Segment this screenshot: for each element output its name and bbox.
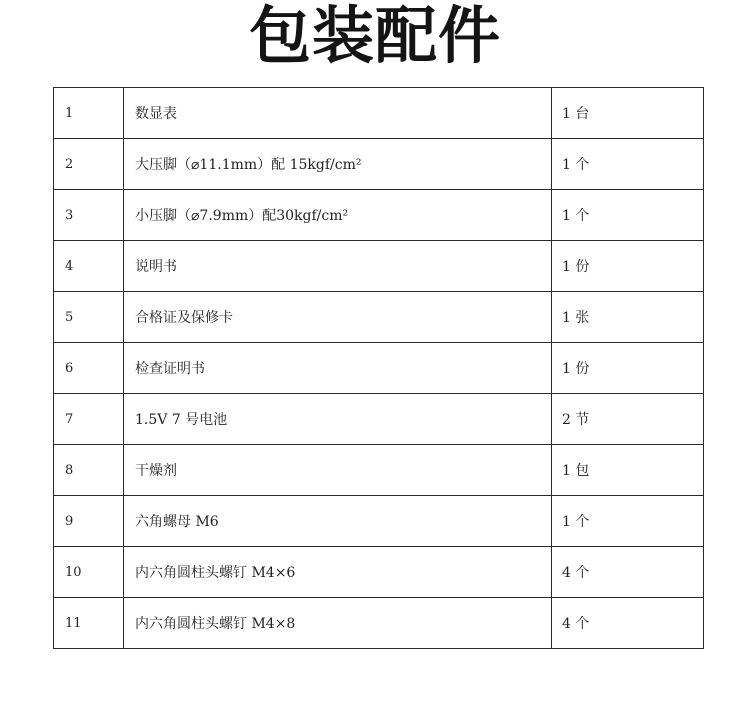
item-name: 数显表 xyxy=(124,88,552,139)
item-quantity: 1 个 xyxy=(552,139,704,190)
table-row xyxy=(54,394,704,445)
item-number: 11 xyxy=(54,598,124,649)
item-name: 合格证及保修卡 xyxy=(124,292,552,343)
item-number: 4 xyxy=(54,241,124,292)
item-quantity: 4 个 xyxy=(552,598,704,649)
page-title: 包装配件 xyxy=(248,0,501,72)
item-number: 7 xyxy=(54,394,124,445)
accessories-table-body xyxy=(54,88,704,649)
accessories-table xyxy=(53,87,704,649)
item-name: 大压脚（⌀11.1mm）配 15kgf/cm² xyxy=(124,139,552,190)
item-number: 3 xyxy=(54,190,124,241)
item-quantity: 1 个 xyxy=(552,190,704,241)
item-quantity: 2 节 xyxy=(552,394,704,445)
item-number: 6 xyxy=(54,343,124,394)
item-number: 8 xyxy=(54,445,124,496)
item-quantity: 1 台 xyxy=(552,88,704,139)
item-quantity: 1 包 xyxy=(552,445,704,496)
item-quantity: 1 个 xyxy=(552,496,704,547)
table-row xyxy=(54,292,704,343)
item-number: 2 xyxy=(54,139,124,190)
table-row xyxy=(54,547,704,598)
item-quantity: 1 份 xyxy=(552,343,704,394)
item-name: 1.5V 7 号电池 xyxy=(124,394,552,445)
table-row xyxy=(54,343,704,394)
table-row xyxy=(54,445,704,496)
item-number: 5 xyxy=(54,292,124,343)
item-name: 检查证明书 xyxy=(124,343,552,394)
item-quantity: 1 张 xyxy=(552,292,704,343)
item-number: 10 xyxy=(54,547,124,598)
item-quantity: 1 份 xyxy=(552,241,704,292)
item-name: 内六角圆柱头螺钉 M4×6 xyxy=(124,547,552,598)
item-name: 干燥剂 xyxy=(124,445,552,496)
table-row xyxy=(54,139,704,190)
table-row xyxy=(54,241,704,292)
item-name: 六角螺母 M6 xyxy=(124,496,552,547)
item-name: 说明书 xyxy=(124,241,552,292)
item-number: 1 xyxy=(54,88,124,139)
table-row xyxy=(54,190,704,241)
table-row xyxy=(54,496,704,547)
table-row xyxy=(54,88,704,139)
item-name: 内六角圆柱头螺钉 M4×8 xyxy=(124,598,552,649)
item-number: 9 xyxy=(54,496,124,547)
item-name: 小压脚（⌀7.9mm）配30kgf/cm² xyxy=(124,190,552,241)
table-row xyxy=(54,598,704,649)
item-quantity: 4 个 xyxy=(552,547,704,598)
